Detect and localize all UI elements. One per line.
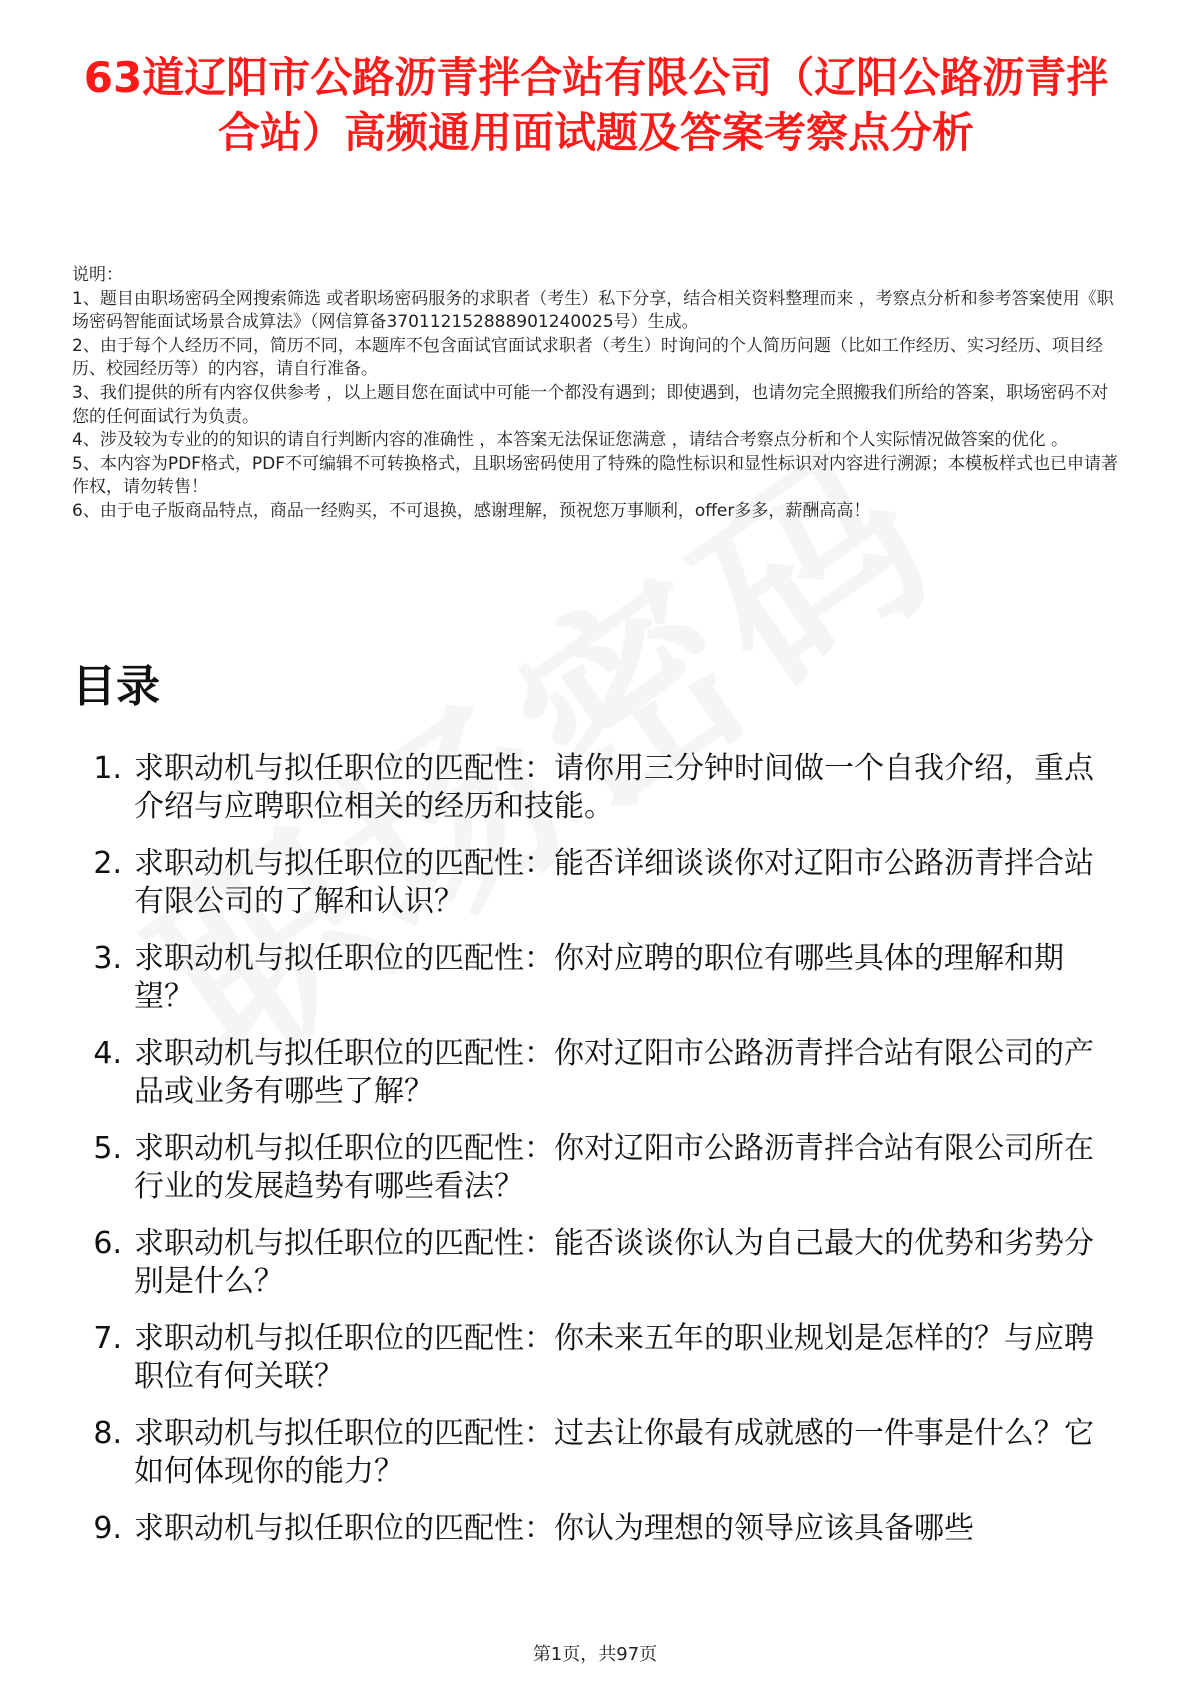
toc-item-text[interactable]: 求职动机与拟任职位的匹配性：你对辽阳市公路沥青拌合站有限公司所在行业的发展趋势有哪些看法？ xyxy=(134,1131,1094,1204)
toc-item-text[interactable]: 求职动机与拟任职位的匹配性：请你用三分钟时间做一个自我介绍，重点介绍与应聘职位相关的经历和技能。 xyxy=(134,751,1094,824)
toc-item[interactable] xyxy=(72,1415,1120,1491)
toc-item-text[interactable]: 求职动机与拟任职位的匹配性：能否详细谈谈你对辽阳市公路沥青拌合站有限公司的了解和认识？ xyxy=(134,846,1094,919)
toc-item[interactable] xyxy=(72,750,1120,826)
toc-item-number: 7. xyxy=(93,1321,122,1356)
toc-item-number: 3. xyxy=(93,941,122,976)
toc-item-number: 8. xyxy=(93,1416,122,1451)
notes-section xyxy=(72,264,1120,524)
page-indicator: 第1页，共97页 xyxy=(532,1644,658,1665)
page-footer xyxy=(0,1640,1190,1666)
toc-item-text[interactable]: 求职动机与拟任职位的匹配性：你未来五年的职业规划是怎样的？与应聘职位有何关联？ xyxy=(134,1321,1094,1394)
note-item-4: 4、涉及较为专业的的知识的请自行判断内容的准确性 ，本答案无法保证您满意 ，请结合考察点分析和个人实际情况做答案的优化 。 xyxy=(72,430,1069,451)
toc-item[interactable] xyxy=(72,940,1120,1016)
note-item-3: 3、我们提供的所有内容仅供参考 ，以上题目您在面试中可能一个都没有遇到；即使遇到，也请勿完全照搬我们所给的答案，职场密码不对您的任何面试行为负责。 xyxy=(72,382,1109,427)
note-item-5: 5、本内容为PDF格式，PDF不可编辑不可转换格式，且职场密码使用了特殊的隐性标识和显性标识对内容进行溯源；本模板样式也已申请著作权，请勿转售！ xyxy=(72,453,1119,498)
toc-item-text[interactable]: 求职动机与拟任职位的匹配性：能否谈谈你认为自己最大的优势和劣势分别是什么？ xyxy=(134,1226,1094,1299)
note-item-6: 6、由于电子版商品特点，商品一经购买，不可退换，感谢理解，预祝您万事顺利，offer多多，薪酬高高！ xyxy=(72,500,871,521)
toc-item-text[interactable]: 求职动机与拟任职位的匹配性：你认为理想的领导应该具备哪些 xyxy=(134,1511,974,1546)
toc-item[interactable] xyxy=(72,1035,1120,1111)
toc-item-number: 4. xyxy=(93,1036,122,1071)
toc-item-number: 9. xyxy=(93,1511,122,1546)
toc-item[interactable] xyxy=(72,1225,1120,1301)
toc-item-text[interactable]: 求职动机与拟任职位的匹配性：过去让你最有成就感的一件事是什么？它如何体现你的能力？ xyxy=(134,1416,1094,1489)
document-title: 63道辽阳市公路沥青拌合站有限公司（辽阳公路沥青拌合站）高频通用面试题及答案考察点分析 xyxy=(83,53,1109,157)
toc-item[interactable] xyxy=(72,1320,1120,1396)
toc-item[interactable] xyxy=(72,1510,1120,1548)
toc-list xyxy=(72,750,1120,1567)
toc-item-number: 6. xyxy=(93,1226,122,1261)
note-item-2: 2、由于每个人经历不同，简历不同，本题库不包含面试官面试求职者（考生）时询问的个人简历问题（比如工作经历、实习经历、项目经历、校园经历等）的内容，请自行准备。 xyxy=(72,335,1103,380)
note-item-1: 1、题目由职场密码全网搜索筛选 或者职场密码服务的求职者（考生）私下分享，结合相关资料整理而来 ，考察点分析和参考答案使用《职场密码智能面试场景合成算法》（网信算备370112152888901240025号）生成。 xyxy=(72,288,1114,333)
toc-item-text[interactable]: 求职动机与拟任职位的匹配性：你对辽阳市公路沥青拌合站有限公司的产品或业务有哪些了解？ xyxy=(134,1036,1094,1109)
notes-heading: 说明： xyxy=(72,265,123,285)
toc-item-number: 5. xyxy=(93,1131,122,1166)
toc-item[interactable] xyxy=(72,845,1120,921)
toc-heading: 目录 xyxy=(72,661,160,712)
toc-item-text[interactable]: 求职动机与拟任职位的匹配性：你对应聘的职位有哪些具体的理解和期望？ xyxy=(134,941,1064,1014)
toc-item-number: 2. xyxy=(93,846,122,881)
toc-item-number: 1. xyxy=(93,751,122,786)
toc-item[interactable] xyxy=(72,1130,1120,1206)
